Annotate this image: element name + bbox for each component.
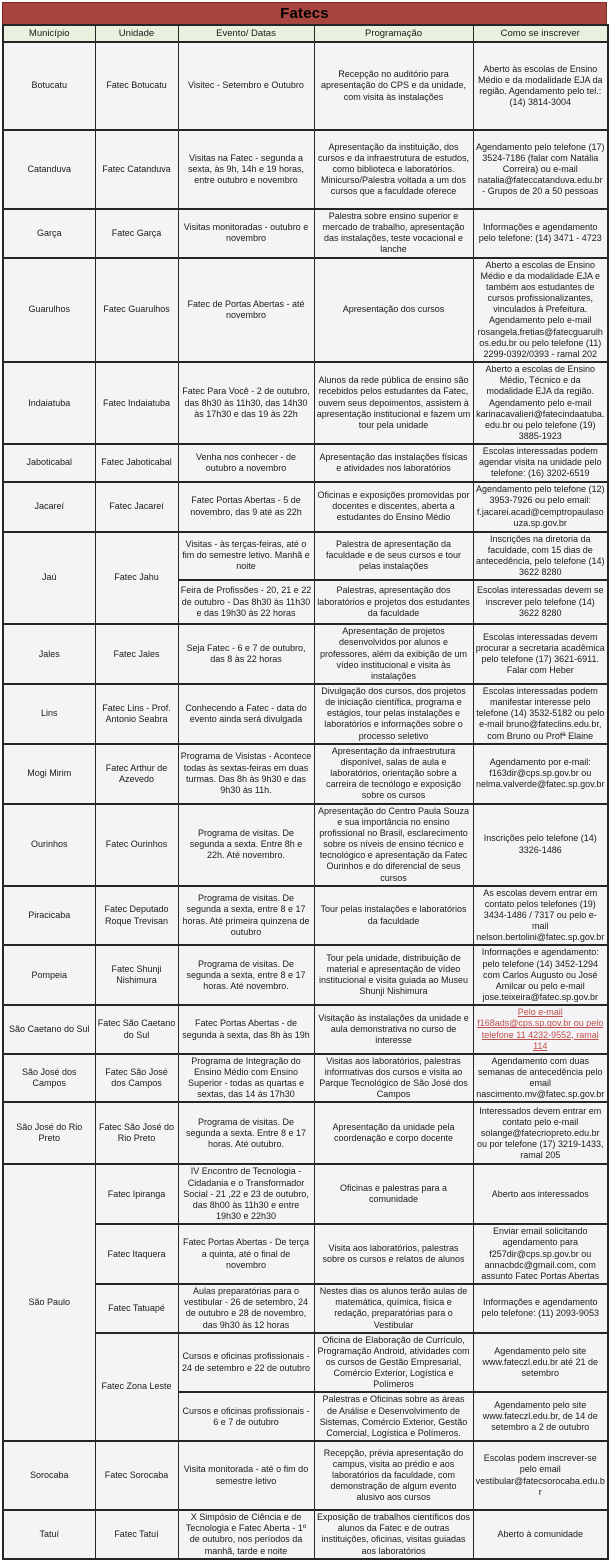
table-row [3, 744, 608, 804]
cell-evento: Fatec Portas Abertas - De terça a quinta, até o final de novembro [178, 1224, 314, 1284]
cell-municipio: Botucatu [3, 42, 95, 130]
cell-inscrever: Escolas interessadas devem procurar a secretaria acadêmica pelo telefone (17) 3621-6911. Falar com Heber [473, 624, 608, 684]
table-row [3, 532, 608, 581]
header-row [3, 25, 608, 42]
cell-evento: Programa de visitas. De segunda a sexta. Entre 8h e 22h. Até novembro. [178, 804, 314, 886]
cell-evento: Fatec de Portas Abertas - até novembro [178, 258, 314, 362]
cell-inscrever: Aberto a escolas de Ensino Médio e da modalidade EJA e também aos estudantes de cursos profissionalizantes, vinculados à Prefeitura. Agendamento pelo e-mail rosangela.fretias@fatecguarulhos.edu.br ou pelo telefone (11) 2299-0392/0393 - ramal 202 [473, 258, 608, 362]
cell-unidade: Fatec Catanduva [95, 130, 178, 209]
cell-unidade: Fatec Botucatu [95, 42, 178, 130]
cell-programacao: Exposição de trabalhos científicos dos alunos da Fatec e de outras instituições, oficinas, visitas guiadas aos laboratórios [314, 1510, 473, 1559]
cell-inscrever: Aberto aos interessados [473, 1164, 608, 1224]
cell-programacao: Divulgação dos cursos, dos projetos de iniciação científica, programa e estágios, tour pelas instalações e laboratórios e informações sobre o processo seletivo [314, 684, 473, 744]
cell-evento: Visitas na Fatec - segunda a sexta, às 9h, 14h e 19 horas, entre outubro e novembro [178, 130, 314, 209]
cell-inscrever [473, 1005, 608, 1054]
cell-programacao: Tour pela unidade, distribuição de material e apresentação de vídeo institucional e visita guiada ao Museu Shunji Nishimura [314, 945, 473, 1005]
cell-municipio: Tatuí [3, 1510, 95, 1559]
cell-programacao: Oficina de Elaboração de Currículo, Programação Android, atividades com os cursos de Gestão Empresarial, Comércio Exterior, Logística e Polímeros [314, 1333, 473, 1393]
cell-municipio: Mogi Mirim [3, 744, 95, 804]
cell-municipio: Indaiatuba [3, 362, 95, 444]
table-row [3, 804, 608, 886]
column-header-programacao: Programação [314, 25, 473, 42]
cell-inscrever: As escolas devem entrar em contato pelos telefones (19) 3434-1486 / 7317 ou pelo e-mail nelson.bertolini@fatec.sp.gov.br [473, 886, 608, 946]
column-header-municipio: Município [3, 25, 95, 42]
cell-programacao: Palestra de apresentação da faculdade e de seus cursos e tour pelas instalações [314, 532, 473, 581]
cell-unidade: Fatec Zona Leste [95, 1333, 178, 1441]
table-row [3, 886, 608, 946]
cell-unidade: Fatec Jahu [95, 532, 178, 625]
table-row [3, 1054, 608, 1103]
cell-evento: Venha nos conhecer - de outubro a novembro [178, 444, 314, 481]
column-header-unidade: Unidade [95, 25, 178, 42]
cell-unidade: Fatec Deputado Roque Trevisan [95, 886, 178, 946]
table-row [3, 209, 608, 258]
cell-municipio: Jacareí [3, 482, 95, 532]
page-title: Fatecs [280, 5, 329, 22]
cell-programacao: Recepção no auditório para apresentação do CPS e da unidade, com visita às instalações [314, 42, 473, 130]
cell-evento: Fatec Portas Abertas - de segunda à sexta, das 8h às 19h [178, 1005, 314, 1054]
cell-unidade: Fatec Sorocaba [95, 1441, 178, 1510]
cell-evento: Programa de Visistas - Acontece todas às sextas-feiras em duas turmas. Das 8h às 9h30 e das 9h30 às 11h. [178, 744, 314, 804]
cell-evento: Visitas - às terças-feiras, até o fim do semestre letivo. Manhã e noite [178, 532, 314, 581]
cell-inscrever: Agendamento com duas semanas de antecedência pelo email nascimento.mv@fatec.sp.gov.br [473, 1054, 608, 1103]
cell-programacao: Apresentação da instituição, dos cursos e da infraestrutura de estudos, como biblioteca e laboratórios. Minicurso/Palestra voltada a um dos cursos que a faculdade oferece [314, 130, 473, 209]
cell-programacao: Nestes dias os alunos terão aulas de matemática, química, física e redação, preparatórias para o Vestibular [314, 1284, 473, 1333]
cell-inscrever: Inscrições pelo telefone (14) 3326-1486 [473, 804, 608, 886]
cell-municipio: Piracicaba [3, 886, 95, 946]
cell-programacao: Apresentação da unidade pela coordenação e corpo docente [314, 1102, 473, 1164]
cell-programacao: Visitas aos laboratórios, palestras informativas dos cursos e visita ao Parque Tecnológico de São José dos Campos [314, 1054, 473, 1103]
cell-inscrever: Escolas podem inscrever-se pelo email vestibular@fatecsorocaba.edu.br [473, 1441, 608, 1510]
cell-unidade: Fatec São José do Rio Preto [95, 1102, 178, 1164]
column-header-como-se-inscrever: Como se inscrever [473, 25, 608, 42]
cell-evento: IV Encontro de Tecnologia - Cidadania e o Transformador Social - 21 ,22 e 23 de outubro, das 8h00 às 11h30 e entre 19h30 e 22h30 [178, 1164, 314, 1224]
table-row [3, 42, 608, 130]
cell-programacao: Apresentação das instalações físicas e atividades nos laboratórios [314, 444, 473, 481]
cell-unidade: Fatec Shunji Nishimura [95, 945, 178, 1005]
cell-inscrever: Inscrições na diretoria da faculdade, com 15 dias de antecedência, pelo telefone (14) 3622 8280 [473, 532, 608, 581]
cell-programacao: Oficinas e exposições promovidas por docentes e discentes, aberta a estudantes do Ensino Médio [314, 482, 473, 532]
cell-inscrever: Agendamento pelo telefone (17) 3524-7186 (falar com Natália Correira) ou e-mail natalia@fateccatanduva.edu.br - Grupos de 20 a 50 pessoas [473, 130, 608, 209]
cell-evento: Aulas preparatórias para o vestibular - 26 de setembro, 24 de outubro e 28 de novembro, das 9h30 às 12 horas [178, 1284, 314, 1333]
cell-municipio: Sorocaba [3, 1441, 95, 1510]
cell-municipio: Garça [3, 209, 95, 258]
fatecs-table [2, 24, 609, 1560]
cell-evento: Programa de visitas. De segunda a sexta, entre 8 e 17 horas. Até primeira quinzena de outubro [178, 886, 314, 946]
table-row [3, 1510, 608, 1559]
cell-inscrever: Agendamento pelo site www.fateczl.edu.br até 21 de setembro [473, 1333, 608, 1393]
cell-evento: Programa de visitas. De segunda a sexta, entre 8 e 17 horas. Até novembro. [178, 945, 314, 1005]
cell-evento: Visitec - Setembro e Outubro [178, 42, 314, 130]
cell-programacao: Tour pelas instalações e laboratórios da faculdade [314, 886, 473, 946]
cell-inscrever: Agendamento pelo site www.fateczl.edu.br, de 14 de setembro a 2 de outubro [473, 1392, 608, 1441]
cell-inscrever: Aberto a escolas de Ensino Médio, Técnico e da modalidade EJA da região. Agendamento pelo e-mail karinacavalieri@fatecindaatuba.edu.br ou pelo telefone (19) 3885-1923 [473, 362, 608, 444]
cell-programacao: Alunos da rede pública de ensino são recebidos pelos estudantes da Fatec, ouvem seus depoimentos, assistem à apresentação institucional e fazem um tour pela unidade [314, 362, 473, 444]
table-row [3, 482, 608, 532]
table-row [3, 1441, 608, 1510]
table-row [3, 444, 608, 481]
table-row [3, 624, 608, 684]
cell-programacao: Apresentação de projetos desenvolvidos por alunos e professores, além da exibição de um vídeo institucional e visita às instalações [314, 624, 473, 684]
cell-municipio: Lins [3, 684, 95, 744]
cell-unidade: Fatec Garça [95, 209, 178, 258]
cell-evento: Fatec Portas Abertas - 5 de novembro, das 9 até as 22h [178, 482, 314, 532]
cell-programacao: Apresentação do Centro Paula Souza e sua importância no ensino profissional no Brasil, esclarecimento sobre os níveis de ensino técnico e tecnológico e apresentação da Fatec Ourinhos e do diferencial de seus cursos [314, 804, 473, 886]
cell-inscrever: Escolas interessadas podem agendar visita na unidade pelo telefone: (16) 3202-6519 [473, 444, 608, 481]
cell-evento: Visita monitorada - até o fim do semestre letivo [178, 1441, 314, 1510]
cell-inscrever: Agendamento pelo telefone (12) 3953-7926 ou pelo email: f.jacarei.acad@cemptropaulasouza.sp.gov.br [473, 482, 608, 532]
cell-evento: Conhecendo a Fatec - data do evento ainda será divulgada [178, 684, 314, 744]
cell-unidade: Fatec Jaboticabal [95, 444, 178, 481]
fatecs-table-body [3, 42, 608, 1559]
cell-municipio: Ourinhos [3, 804, 95, 886]
cell-programacao: Oficinas e palestras para a comunidade [314, 1164, 473, 1224]
cell-programacao: Palestras e Oficinas sobre as áreas de Análise e Desenvolvimento de Sistemas, Comércio Exterior, Gestão Comercial, Logística e Polímeros. [314, 1392, 473, 1441]
cell-unidade: Fatec Ourinhos [95, 804, 178, 886]
fatecs-page [0, 2, 609, 1560]
cell-programacao: Apresentação da infraestrutura disponível, salas de aula e laboratórios, orientação sobre a carreira de tecnólogo e exposição sobre os cursos [314, 744, 473, 804]
column-header-evento-datas: Evento/ Datas [178, 25, 314, 42]
cell-municipio: São José do Rio Preto [3, 1102, 95, 1164]
cell-programacao: Palestras, apresentação dos laboratórios e projetos dos estudantes da faculdade [314, 580, 473, 624]
cell-programacao: Palestra sobre ensino superior e mercado de trabalho, apresentação das instalações, teste vocacional e lanche [314, 209, 473, 258]
cell-unidade: Fatec Guarulhos [95, 258, 178, 362]
table-row [3, 1164, 608, 1224]
cell-inscrever: Aberto às escolas de Ensino Médio e da modalidade EJA da região. Agendamento pelo tel.: (14) 3814-3004 [473, 42, 608, 130]
cell-inscrever: Informações e agendamento pelo telefone: (11) 2093-9053 [473, 1284, 608, 1333]
cell-inscrever: Escolas interessadas devem se inscrever pelo telefone (14) 3622 8280 [473, 580, 608, 624]
table-row [3, 130, 608, 209]
cell-inscrever: Informações e agendamento pelo telefone: (14) 3471 - 4723 [473, 209, 608, 258]
signup-link[interactable]: Pelo e-mail f168ads@cps.sp.gov.br ou pelo telefone 11 4232-9552, ramal 114 [477, 1007, 604, 1051]
cell-unidade: Fatec Ipiranga [95, 1164, 178, 1224]
cell-unidade: Fatec Indaiatuba [95, 362, 178, 444]
cell-programacao: Recepção, prévia apresentação do campus, visita ao prédio e aos laboratórios da faculdade, com demonstração de algum evento alusivo aos cursos [314, 1441, 473, 1510]
table-row [3, 1102, 608, 1164]
cell-unidade: Fatec Lins - Prof. Antonio Seabra [95, 684, 178, 744]
cell-evento: X Simpósio de Ciência e de Tecnologia e Fatec Aberta - 1º de outubro, nos períodos da manhã, tarde e noite [178, 1510, 314, 1559]
cell-unidade: Fatec Tatuapé [95, 1284, 178, 1333]
cell-evento: Seja Fatec - 6 e 7 de outubro, das 8 às 22 horas [178, 624, 314, 684]
cell-municipio: Guarulhos [3, 258, 95, 362]
table-row [3, 945, 608, 1005]
table-row [3, 362, 608, 444]
cell-municipio: São Paulo [3, 1164, 95, 1441]
cell-evento: Fatec Para Você - 2 de outubro, das 8h30 às 11h30, das 14h30 às 17h30 e das 19 às 22h [178, 362, 314, 444]
cell-evento: Cursos e oficinas profissionais - 6 e 7 de outubro [178, 1392, 314, 1441]
cell-municipio: Jaboticabal [3, 444, 95, 481]
cell-unidade: Fatec Tatuí [95, 1510, 178, 1559]
cell-municipio: Pompeia [3, 945, 95, 1005]
cell-municipio: Catanduva [3, 130, 95, 209]
table-row [3, 258, 608, 362]
cell-municipio: São José dos Campos [3, 1054, 95, 1103]
cell-evento: Cursos e oficinas profissionais - 24 de setembro e 22 de outubro [178, 1333, 314, 1393]
cell-unidade: Fatec São Caetano do Sul [95, 1005, 178, 1054]
cell-evento: Feira de Profissões - 20, 21 e 22 de outubro - Das 8h30 às 11h30 e das 19h30 às 22 horas [178, 580, 314, 624]
cell-inscrever: Enviar email solicitando agendamento para f257dir@cps.sp.gov.br ou annacbdc@gmail.com, com assunto Fatec Portas Abertas [473, 1224, 608, 1284]
cell-municipio: Jales [3, 624, 95, 684]
title-bar [2, 2, 607, 24]
table-row [3, 1005, 608, 1054]
cell-inscrever: Interessados devem entrar em contato pelo e-mail solange@fatecriopreto.edu.br ou por telefone (17) 3219-1433, ramal 205 [473, 1102, 608, 1164]
cell-unidade: Fatec Itaquera [95, 1224, 178, 1284]
cell-evento: Visitas monitoradas - outubro e novembro [178, 209, 314, 258]
cell-inscrever: Informações e agendamento: pelo telefone (14) 3452-1294 com Carlos Augusto ou José Amilcar ou pelo e-mail jose.teixeira@fatec.sp.gov.br [473, 945, 608, 1005]
cell-programacao: Visita aos laboratórios, palestras sobre os cursos e relatos de alunos [314, 1224, 473, 1284]
cell-inscrever: Agendamento por e-mail: f163dir@cps.sp.gov.br ou nelma.valverde@fatec.sp.gov.br [473, 744, 608, 804]
cell-unidade: Fatec Arthur de Azevedo [95, 744, 178, 804]
cell-unidade: Fatec São José dos Campos [95, 1054, 178, 1103]
cell-municipio: Jaú [3, 532, 95, 625]
cell-programacao: Visitação às instalações da unidade e aula demonstrativa no curso de interesse [314, 1005, 473, 1054]
cell-municipio: São Caetano do Sul [3, 1005, 95, 1054]
cell-programacao: Apresentação dos cursos [314, 258, 473, 362]
cell-inscrever: Escolas interessadas podem manifestar interesse pelo telefone (14) 3532-5182 ou pelo e-mail bruno@fateclins.edu.br, com Bruno ou Profª Elaine [473, 684, 608, 744]
cell-unidade: Fatec Jales [95, 624, 178, 684]
cell-inscrever: Aberto à comunidade [473, 1510, 608, 1559]
cell-evento: Programa de visitas. De segunda a sexta. Entre 8 e 17 horas. Até outubro. [178, 1102, 314, 1164]
cell-evento: Programa de Integração do Ensino Médio com Ensino Superior - todas as quartas e sextas, das 14 às 17h30 [178, 1054, 314, 1103]
table-row [3, 684, 608, 744]
cell-unidade: Fatec Jacareí [95, 482, 178, 532]
